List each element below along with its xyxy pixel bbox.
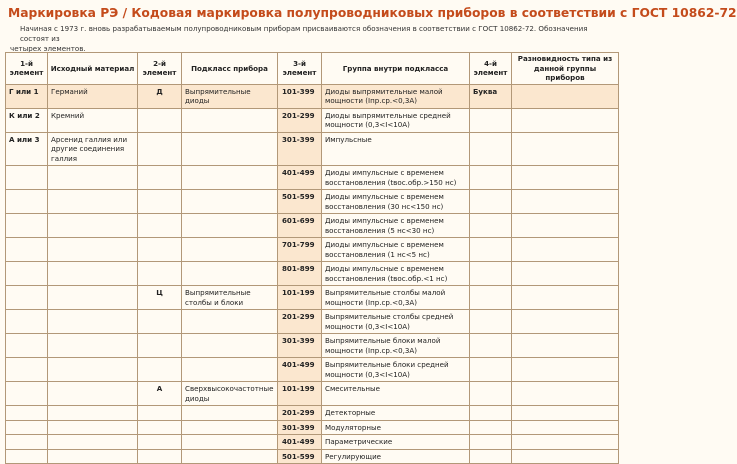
variant-cell [512, 286, 619, 310]
subclass-cell [182, 420, 278, 435]
header-cell: 3-й элемент [278, 53, 322, 85]
material-cell [48, 238, 138, 262]
variant-cell [512, 132, 619, 166]
variant-cell [512, 262, 619, 286]
code-range-cell: 301-399 [278, 334, 322, 358]
element2-cell [138, 310, 182, 334]
material-cell: Арсенид галлия или другие соединения галлия [48, 132, 138, 166]
group-cell: Детекторные [322, 406, 470, 421]
group-cell: Параметрические [322, 435, 470, 450]
subclass-cell [182, 406, 278, 421]
intro-line-2: четырех элементов. [10, 43, 86, 53]
element2-cell: А [138, 382, 182, 406]
variant-cell [512, 406, 619, 421]
element2-cell [138, 406, 182, 421]
header-cell: Подкласс прибора [182, 53, 278, 85]
group-cell: Выпрямительные столбы средней мощности (0,3<I<10А) [322, 310, 470, 334]
code-range-cell: 301-399 [278, 132, 322, 166]
element2-cell [138, 166, 182, 190]
marking-table [5, 52, 619, 464]
element4-cell [470, 286, 512, 310]
table-row [6, 358, 619, 382]
element2-cell [138, 108, 182, 132]
group-cell: Диоды импульсные с временем восстановления (5 нс<30 нс) [322, 214, 470, 238]
code-range-cell: 601-699 [278, 214, 322, 238]
material-cell [48, 435, 138, 450]
element1-cell [6, 190, 48, 214]
element1-cell [6, 214, 48, 238]
code-range-cell: 201-299 [278, 310, 322, 334]
table-row [6, 310, 619, 334]
table-row [6, 435, 619, 450]
element1-cell [6, 262, 48, 286]
subclass-cell [182, 132, 278, 166]
element2-cell [138, 132, 182, 166]
table-row [6, 238, 619, 262]
table-body [6, 84, 619, 464]
material-cell [48, 449, 138, 464]
variant-cell [512, 420, 619, 435]
element1-cell [6, 420, 48, 435]
code-range-cell: 401-499 [278, 358, 322, 382]
variant-cell [512, 435, 619, 450]
header-cell: Разновидность типа из данной группы приборов [512, 53, 619, 85]
variant-cell [512, 358, 619, 382]
element2-cell [138, 449, 182, 464]
subclass-cell [182, 310, 278, 334]
subclass-cell [182, 449, 278, 464]
element1-cell [6, 358, 48, 382]
material-cell [48, 190, 138, 214]
variant-cell [512, 449, 619, 464]
variant-cell [512, 166, 619, 190]
element4-cell [470, 238, 512, 262]
element1-cell [6, 334, 48, 358]
table-row [6, 382, 619, 406]
element1-cell [6, 286, 48, 310]
group-cell: Выпрямительные блоки малой мощности (Iпр.ср.<0,3А) [322, 334, 470, 358]
material-cell [48, 166, 138, 190]
subclass-cell [182, 334, 278, 358]
subclass-cell [182, 166, 278, 190]
element4-cell [470, 420, 512, 435]
table-row [6, 420, 619, 435]
group-cell: Регулирующие [322, 449, 470, 464]
element4-cell [470, 214, 512, 238]
variant-cell [512, 84, 619, 108]
table-row [6, 190, 619, 214]
variant-cell [512, 334, 619, 358]
group-cell: Выпрямительные столбы малой мощности (Iпр.ср.<0,3А) [322, 286, 470, 310]
element4-cell [470, 382, 512, 406]
element2-cell: Д [138, 84, 182, 108]
header-cell: 4-й элемент [470, 53, 512, 85]
material-cell [48, 214, 138, 238]
element1-cell [6, 406, 48, 421]
element4-cell [470, 132, 512, 166]
element1-cell [6, 310, 48, 334]
code-range-cell: 401-499 [278, 435, 322, 450]
element1-cell: А или 3 [6, 132, 48, 166]
element2-cell [138, 435, 182, 450]
variant-cell [512, 108, 619, 132]
code-range-cell: 501-599 [278, 190, 322, 214]
variant-cell [512, 214, 619, 238]
subclass-cell: Сверхвысокочастотные диоды [182, 382, 278, 406]
material-cell: Кремний [48, 108, 138, 132]
subclass-cell [182, 190, 278, 214]
table-row [6, 108, 619, 132]
material-cell [48, 310, 138, 334]
element2-cell [138, 262, 182, 286]
material-cell [48, 358, 138, 382]
table-row [6, 262, 619, 286]
table-row [6, 406, 619, 421]
table-row [6, 286, 619, 310]
material-cell [48, 334, 138, 358]
subclass-cell [182, 214, 278, 238]
group-cell: Диоды выпрямительные малой мощности (Iпр.ср.<0,3А) [322, 84, 470, 108]
intro-line-1: Начиная с 1973 г. вновь разрабатываемым полупроводниковым приборам присваиваются обозначения в соответствии с ГОСТ 10862-72. Обозначения состоят из [20, 24, 588, 43]
element4-cell [470, 334, 512, 358]
element4-cell [470, 406, 512, 421]
material-cell [48, 406, 138, 421]
element4-cell [470, 190, 512, 214]
element4-cell [470, 358, 512, 382]
element1-cell: К или 2 [6, 108, 48, 132]
table-row [6, 214, 619, 238]
element1-cell [6, 382, 48, 406]
code-range-cell: 801-899 [278, 262, 322, 286]
code-range-cell: 301-399 [278, 420, 322, 435]
subclass-cell: Выпрямительные столбы и блоки [182, 286, 278, 310]
subclass-cell [182, 238, 278, 262]
header-cell: 2-й элемент [138, 53, 182, 85]
material-cell [48, 262, 138, 286]
element2-cell [138, 358, 182, 382]
code-range-cell: 101-399 [278, 84, 322, 108]
code-range-cell: 101-199 [278, 382, 322, 406]
subclass-cell: Выпрямительные диоды [182, 84, 278, 108]
element4-cell [470, 449, 512, 464]
element4-cell [470, 262, 512, 286]
element2-cell [138, 190, 182, 214]
element1-cell: Г или 1 [6, 84, 48, 108]
variant-cell [512, 310, 619, 334]
material-cell: Германий [48, 84, 138, 108]
group-cell: Выпрямительные блоки средней мощности (0,3<I<10А) [322, 358, 470, 382]
element2-cell [138, 214, 182, 238]
element4-cell [470, 310, 512, 334]
code-range-cell: 201-299 [278, 406, 322, 421]
code-range-cell: 201-299 [278, 108, 322, 132]
code-range-cell: 701-799 [278, 238, 322, 262]
subclass-cell [182, 435, 278, 450]
group-cell: Диоды импульсные с временем восстановления (tвос.обр.<1 нс) [322, 262, 470, 286]
material-cell [48, 420, 138, 435]
subclass-cell [182, 108, 278, 132]
intro-text [10, 24, 616, 53]
code-range-cell: 101-199 [278, 286, 322, 310]
subclass-cell [182, 358, 278, 382]
header-cell: 1-й элемент [6, 53, 48, 85]
element2-cell [138, 238, 182, 262]
group-cell: Модуляторные [322, 420, 470, 435]
table-row [6, 449, 619, 464]
table-row [6, 132, 619, 166]
code-range-cell: 501-599 [278, 449, 322, 464]
subclass-cell [182, 262, 278, 286]
element4-cell [470, 435, 512, 450]
variant-cell [512, 382, 619, 406]
element1-cell [6, 435, 48, 450]
group-cell: Импульсные [322, 132, 470, 166]
variant-cell [512, 238, 619, 262]
element4-cell [470, 108, 512, 132]
header-cell: Исходный материал [48, 53, 138, 85]
code-range-cell: 401-499 [278, 166, 322, 190]
table-header-row [6, 53, 619, 85]
element2-cell: Ц [138, 286, 182, 310]
material-cell [48, 382, 138, 406]
element1-cell [6, 449, 48, 464]
group-cell: Диоды импульсные с временем восстановления (1 нс<5 нс) [322, 238, 470, 262]
group-cell: Диоды импульсные с временем восстановления (tвос.обр.>150 нс) [322, 166, 470, 190]
table-row [6, 84, 619, 108]
element1-cell [6, 166, 48, 190]
element2-cell [138, 334, 182, 358]
element4-cell [470, 166, 512, 190]
element1-cell [6, 238, 48, 262]
group-cell: Смесительные [322, 382, 470, 406]
table-row [6, 334, 619, 358]
group-cell: Диоды импульсные с временем восстановления (30 нс<150 нс) [322, 190, 470, 214]
table-row [6, 166, 619, 190]
element2-cell [138, 420, 182, 435]
header-cell: Группа внутри подкласса [322, 53, 470, 85]
group-cell: Диоды выпрямительные средней мощности (0,3<I<10А) [322, 108, 470, 132]
page-title: Маркировка РЭ / Кодовая маркировка полупроводниковых приборов в соответствии с ГОСТ 10862-72 [8, 6, 737, 20]
material-cell [48, 286, 138, 310]
variant-cell [512, 190, 619, 214]
element4-cell: Буква [470, 84, 512, 108]
